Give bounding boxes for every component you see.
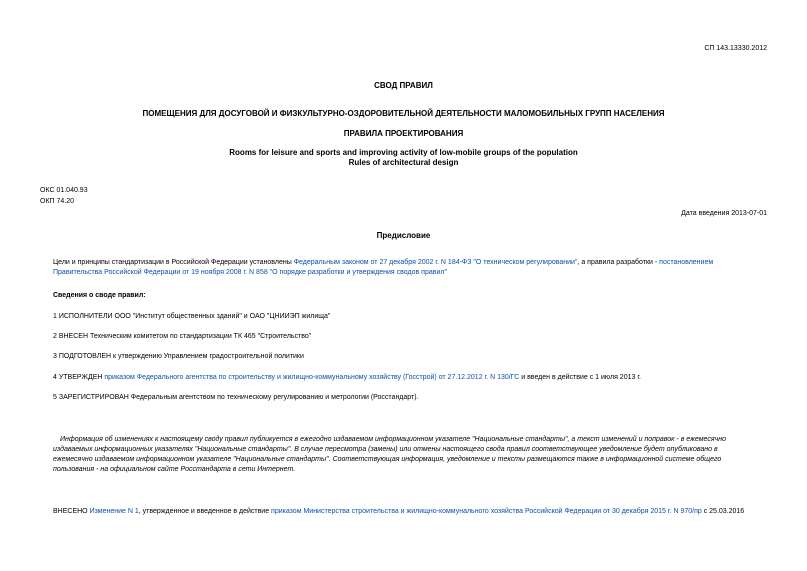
- notice-line-3: ежемесячно издаваемом информационном указателе "Национальные стандарты". Соответствующая информация, уведомление и тексты размещаются также в информационной системе общего: [53, 456, 722, 463]
- notice-line-1: Информация об изменениях к настоящему своду правил публикуется в ежегодно издаваемом информационном указателе "Национальные стандарты", а текст изменений и поправок - в ежемесячно: [60, 436, 726, 443]
- item-approved: [53, 374, 641, 381]
- oks-code: ОКС 01.040.93: [40, 187, 88, 194]
- item-registered: 5 ЗАРЕГИСТРИРОВАН Федеральным агентством по техническому регулированию и метрологии (Росстандарт).: [53, 394, 419, 401]
- english-title: Rooms for leisure and sports and improving activity of low-mobile groups of the population: [229, 148, 578, 157]
- government-decree-link[interactable]: постановлением: [659, 259, 714, 266]
- info-heading: Сведения о своде правил:: [53, 292, 146, 299]
- gosstroy-order-link[interactable]: приказом Федерального агентства по строительству и жилищно-коммунальному хозяйству (Госстрой) от 27.12.2012 г. N 130/ГС: [104, 374, 520, 381]
- document-subtitle: ПРАВИЛА ПРОЕКТИРОВАНИЯ: [343, 129, 464, 138]
- okp-code: ОКП 74.20: [40, 198, 75, 205]
- document-code: СП 143.13330.2012: [704, 45, 767, 52]
- item-executors: 1 ИСПОЛНИТЕЛИ ООО "Институт общественных зданий" и ОАО "ЦНИИЭП жилища": [53, 313, 331, 320]
- ministry-order-link[interactable]: приказом Министерства строительства и жилищно-коммунального хозяйства Российской Федерации от 30 декабря 2015 г. N 970/пр: [271, 508, 702, 515]
- item-prepared: 3 ПОДГОТОВЛЕН к утверждению Управлением градостроительной политики: [53, 353, 304, 360]
- document-type-title: СВОД ПРАВИЛ: [374, 81, 433, 90]
- document-subject-title: ПОМЕЩЕНИЯ ДЛЯ ДОСУГОВОЙ И ФИЗКУЛЬТУРНО-ОЗДОРОВИТЕЛЬНОЙ ДЕЯТЕЛЬНОСТИ МАЛОМОБИЛЬНЫХ ГРУПП НАСЕЛЕНИЯ: [142, 109, 665, 118]
- amendment-text-2: , утвержденное и введенное в действие: [138, 508, 272, 515]
- notice-line-4: пользования - на официальном сайте Росстандарта в сети Интернет.: [53, 466, 296, 473]
- item-submitted: 2 ВНЕСЕН Техническим комитетом по стандартизации ТК 465 "Строительство": [53, 333, 312, 340]
- amendment-text-1: ВНЕСЕНО: [53, 508, 90, 515]
- government-decree-link-continued[interactable]: Правительства Российской Федерации от 19 ноября 2008 г. N 858 "О порядке разработки и утверждения сводов правил": [53, 269, 447, 276]
- preface-heading: Предисловие: [376, 231, 431, 240]
- goals-text-1: Цели и принципы стандартизации в Российской Федерации установлены: [53, 259, 294, 266]
- goals-text-2: , а правила разработки -: [577, 259, 660, 266]
- federal-law-link[interactable]: Федеральным законом от 27 декабря 2002 г. N 184-ФЗ "О техническом регулировании": [293, 259, 578, 266]
- english-subtitle: Rules of architectural design: [348, 158, 459, 167]
- notice-paragraph: [53, 435, 767, 475]
- amendment-text-3: с 25.03.2016: [701, 508, 745, 515]
- item-approved-prefix: 4 УТВЕРЖДЕН: [53, 374, 105, 381]
- goals-paragraph: [53, 258, 767, 278]
- notice-line-2: издаваемых информационных указателях "Национальные стандарты". В случае пересмотра (замены) или отмены настоящего свода правил соответствующее уведомление будет опубликовано в: [53, 446, 718, 453]
- introduction-date: Дата введения 2013-07-01: [681, 210, 767, 217]
- item-approved-suffix: и введен в действие с 1 июля 2013 г.: [519, 374, 641, 381]
- amendment-link[interactable]: Изменение N 1: [89, 508, 139, 515]
- amendment-line: [53, 508, 744, 515]
